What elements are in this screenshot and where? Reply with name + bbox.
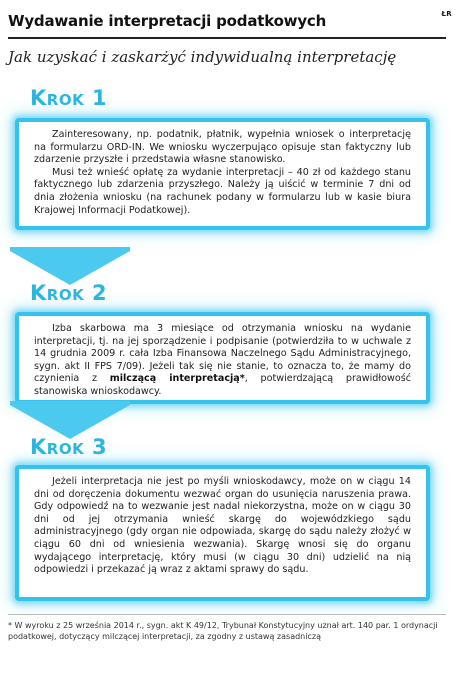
page-subtitle: Jak uzyskać i zaskarżyć indywidualną interpretację	[8, 48, 397, 66]
step-3-label: Krok 3	[30, 435, 108, 459]
arrow-down-icon	[10, 251, 130, 285]
step-2-text-after: , potwierdzającą prawidłowość stanowiska wnioskodawcy.	[34, 373, 411, 397]
footnote: * W wyroku z 25 września 2014 r., sygn. akt K 49/12, Trybunał Konstytucyjny uznał art. 140 par. 1 ordynacji podatkowej, dotyczący milczącej interpretacji, za zgodny z ustawą zasadniczą	[8, 621, 438, 641]
step-1-box	[15, 118, 430, 230]
corner-badge: ŁR	[441, 10, 452, 18]
step-1-label: Krok 1	[30, 86, 108, 110]
step-1-paragraph-2: Musi też wnieść opłatę za wydanie interpretacji – 40 zł od każdego stanu faktycznego lub zdarzenia przyszłego. Należy ją uiścić w terminie 7 dni od dnia złożenia wniosku (na rachunek podany w formularzu lub w kasie biura Krajowej Informacji Podatkowej).	[34, 166, 411, 216]
step-2-box	[15, 312, 430, 404]
step-2-label: Krok 2	[30, 281, 108, 305]
step-3-paragraph: Jeżeli interpretacja nie jest po myśli wnioskodawcy, może on w ciągu 14 dni od doręczenia dokumentu wezwać organ do usunięcia naruszenia prawa. Gdy odpowiedź na to wezwanie jest nadal niekorzystna, może on w ciągu 30 dni od jej otrzymania wnieść skargę do wojewódzkiego sądu administracyjnego (gdy organ nie odpowiada, skargę do sądu należy złożyć w ciągu 60 dni od wniesienia wezwania). Skargę wnosi się do organu wydającego interpretację, który musi (w ciągu 30 dni) udzielić na nią odpowiedzi i przekazać ją wraz z aktami sprawy do sądu.	[34, 476, 411, 576]
page-title: Wydawanie interpretacji podatkowych	[8, 12, 327, 30]
arrow-down-icon	[10, 405, 130, 439]
step-1-paragraph-1: Zainteresowany, np. podatnik, płatnik, wypełnia wniosek o interpretację na formularzu ORD-IN. We wniosku wyczerpująco opisuje stan faktyczny lub zdarzenie przyszłe i przedstawia własne stanowisko.	[34, 129, 411, 166]
step-2-text-before: Izba skarbowa ma 3 miesiące od otrzymania wniosku na wydanie interpretacji, tj. na jej sporządzenie i podpisanie (potwierdziła to w uchwale z 14 grudnia 2009 r. cała Izba Finansowa Naczelnego Sądu Administracyjnego, sygn. akt II FPS 7/09). Jeżeli tak się nie stanie, to oznacza to, że mamy do czynienia z	[34, 323, 411, 385]
step-3-box	[15, 465, 430, 601]
footnote-rule	[8, 614, 446, 615]
step-2-paragraph	[34, 323, 411, 399]
step-2-bold-term: milczącą interpretacją*	[109, 373, 245, 385]
title-rule	[8, 37, 446, 39]
